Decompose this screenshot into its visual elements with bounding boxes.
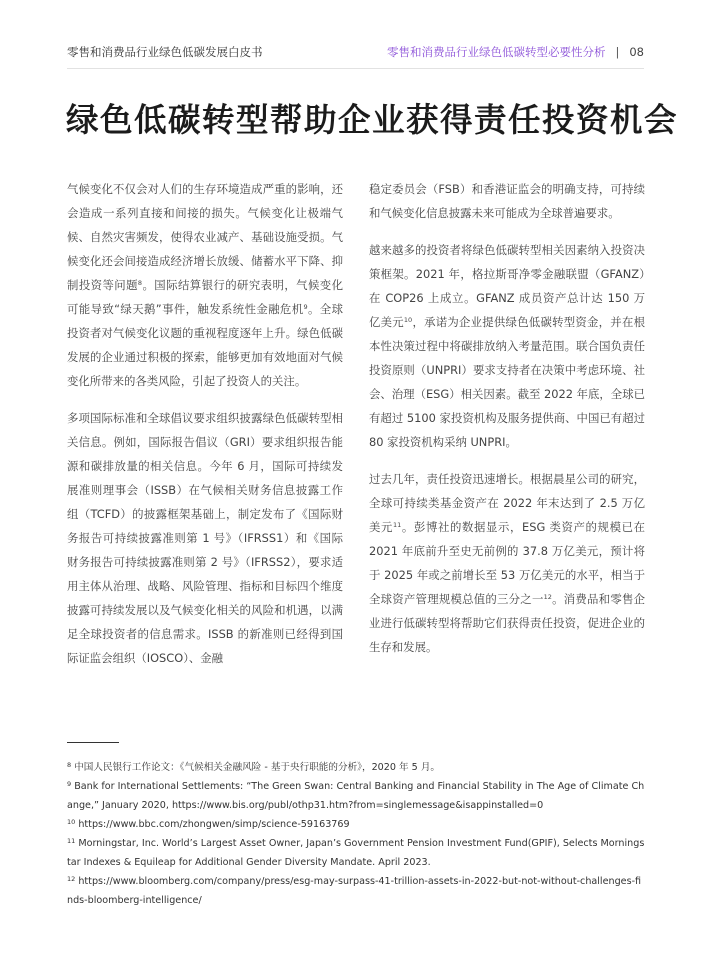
header-divider	[67, 68, 644, 69]
footnote-ref-9[interactable]: 9	[303, 303, 308, 311]
paragraph-disclosure-standards: 多项国际标准和全球倡议要求组织披露绿色低碳转型相关信息。例如，国际报告倡议（GRI）要求组织报告能源和碳排放量的相关信息。今年 6 月，国际可持续发展准则理事会（ISSB）在气候相关财务信息披露工作组（TCFD）的披露框架基础上，制定发布了《国际财务报告可持续披露准则第 1 号》（IFRSS1）和《国际财务报告可持续披露准则第 2 号》（IFRSS2），要求适用主体从治理、战略、风险管理、指标和目标四个维度披露可持续发展以及气候变化相关的风险和机遇，以满足全球投资者的信息需求。ISSB 的新准则已经得到国际证监会组织（IOSCO）、金融	[67, 411, 343, 665]
footnote-divider	[67, 742, 119, 743]
header-report-title: 零售和消费品行业绿色低碳发展白皮书	[67, 45, 263, 59]
footnotes	[67, 758, 647, 910]
paragraph-responsible-investment: 过去几年，责任投资迅速增长。根据晨星公司的研究，全球可持续类基金资产在 2022 年末达到了 2.5 万亿美元$^{11}$。彭博社的数据显示，ESG 类资产的规模已在 2021 年底前升至史无前例的 37.8 万亿美元，预计将于 2025 年或之前增长至 53 万亿美元的水平，相当于全球资产管理规模总值的三分之一$^{12}$。消费品和零售企业进行低碳转型将帮助它们获得责任投资，促进企业的生存和发展。	[369, 472, 645, 654]
header-section	[387, 44, 644, 60]
footnote-ref-11[interactable]: 11	[393, 521, 402, 529]
paragraph-disclosure-standards-cont: 稳定委员会（FSB）和香港证监会的明确支持，可持续和气候变化信息披露未来可能成为全球普遍要求。	[369, 182, 645, 220]
paragraph-climate-impact: 气候变化不仅会对人们的生存环境造成严重的影响，还会造成一系列直接和间接的损失。气候变化让极端气候、自然灾害频发，使得农业减产、基础设施受损。气候变化还会间接造成经济增长放缓、储蓄水平下降、抑制投资等问题$^8$。国际结算银行的研究表明，气候变化可能导致“绿天鹅”事件，触发系统性金融危机$^9$。全球投资者对气候变化议题的重视程度逐年上升。绿色低碳发展的企业通过积极的探索，能够更加有效地面对气候变化所带来的各类风险，引起了投资人的关注。	[67, 182, 343, 388]
footnote-ref-12[interactable]: 12	[543, 593, 552, 601]
footnote-ref-10[interactable]: 10	[403, 316, 413, 324]
paragraph-investor-frameworks: 越来越多的投资者将绿色低碳转型相关因素纳入投资决策框架。2021 年，格拉斯哥净零金融联盟（GFANZ）在 COP26 上成立。GFANZ 成员资产总计达 150 万亿美元$^{10}$，承诺为企业提供绿色低碳转型资金，并在根本性决策过程中将碳排放纳入考量范围。联合国负责任投资原则（UNPRI）要求支持者在决策中考虑环境、社会、治理（ESG）相关因素。截至 2022 年底，全球已有超过 5100 家投资机构及服务提供商、中国已有超过 80 家投资机构采纳 UNPRI。	[369, 243, 645, 449]
right-column	[369, 177, 645, 672]
left-column	[67, 177, 343, 683]
page-number: 08	[629, 45, 644, 59]
footnote-9: $^9$ Bank for International Settlements: “The Green Swan: Central Banking and Financial Stability in The Age of Climate Change,” January 2020, https://www.bis.org/publ/othp31.htm?from=singlemessage&isappinstalled=0	[67, 780, 645, 811]
footnote-8: $^8$ 中国人民银行工作论文：《气候相关金融风险 - 基于央行职能的分析》，2020 年 5 月。	[67, 761, 441, 773]
page-title: 绿色低碳转型帮助企业获得责任投资机会	[66, 101, 679, 139]
header-separator: |	[615, 45, 620, 59]
footnote-10[interactable]: $^{10}$ https://www.bbc.com/zhongwen/simp/science-59163769	[67, 818, 350, 830]
footnote-ref-8[interactable]: 8	[137, 279, 143, 287]
footnote-11: $^{11}$ Morningstar, Inc. World’s Largest Asset Owner, Japan’s Government Pension Investment Fund(GPIF), Selects Morningstar Indexes & Equileap for Additional Gender Diversity Mandate. April 2023.	[67, 837, 645, 868]
footnote-12[interactable]: $^{12}$ https://www.bloomberg.com/company/press/esg-may-surpass-41-trillion-assets-in-2022-but-not-without-challenges-finds-bloomberg-intelligence/	[67, 875, 642, 906]
header-section-title: 零售和消费品行业绿色低碳转型必要性分析	[386, 45, 606, 59]
